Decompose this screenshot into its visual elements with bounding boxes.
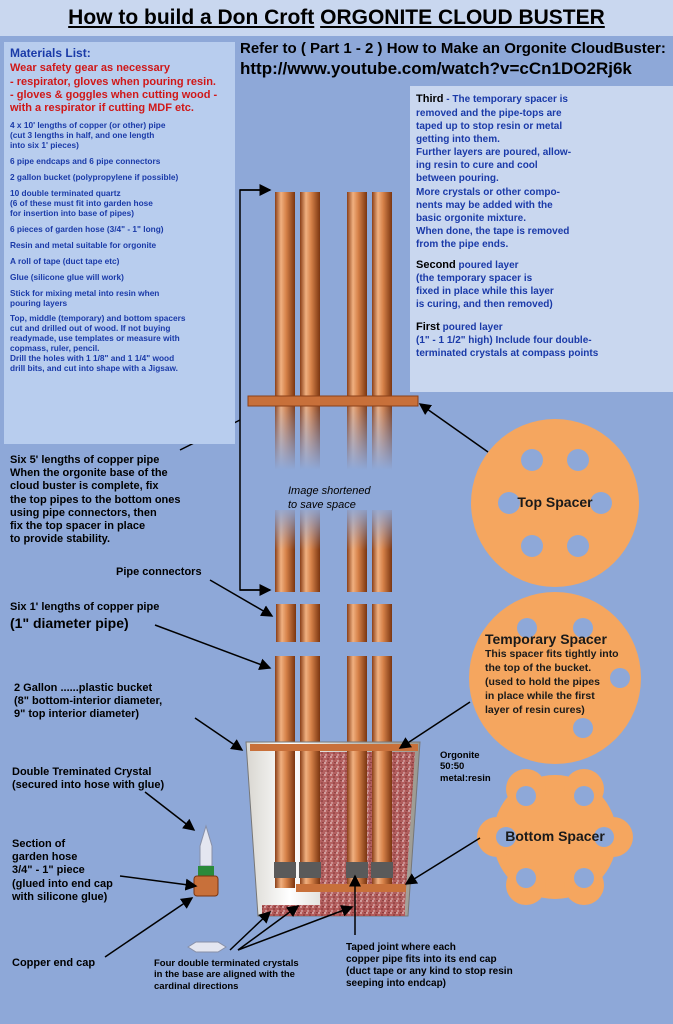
temporary-spacer-description: This spacer fits tightly into the top of the bucket. (used to hold the pipes in place while the first layer of resin cures) [485,648,619,716]
material-item: 6 pieces of garden hose (3/4" - 1" long) [10,223,164,234]
label-pipe-diameter: (1" diameter pipe) [10,615,129,631]
label-six-5ft-pipes: Six 5' lengths of copper pipe When the orgonite base of the cloud buster is complete, fix the top pipes to the bottom ones using pipe connectors, then fix the top spacer in place to provide stability. [10,454,181,546]
material-item: 4 x 10' lengths of copper (or other) pipe (cut 3 lengths in half, and one length into six 1' pieces) [10,120,166,151]
material-item: Stick for mixing metal into resin when pouring layers [10,287,160,308]
temporary-spacer-heading: Temporary Spacer [485,631,607,647]
pipe-connectors [276,604,392,642]
bottom-spacer-label: Bottom Spacer [505,828,605,844]
materials-heading: Materials List: [10,46,91,60]
second-layer [416,258,667,312]
bucket [246,742,420,916]
label-taped-joint: Taped joint where each copper pipe fits into its end cap (duct tape or any kind to stop resin seeping into endcap) [346,942,513,989]
materials-list [4,42,235,444]
top-spacer-bar [248,396,418,406]
label-pipe-connectors: Pipe connectors [116,566,202,578]
material-item: Glue (silicone glue will work) [10,271,124,282]
temporary-spacer-text [485,630,619,718]
reference-link[interactable]: http://www.youtube.com/watch?v=cCn1DO2Rj6k [240,59,632,78]
material-item: Top, middle (temporary) and bottom spacers cut and drilled out of wood. If not buying readymade, use templates or measure with copmass, ruler, pencil. Drill the holes with 1 1/8" and 1 1/4" wood drill bits, and cut into shape with a Jigsaw. [10,313,186,374]
first-text: poured layer (1" - 1 1/2" high) Include four double- terminated crystals at compass points [416,321,599,360]
second-text: poured layer (the temporary spacer is fixed in place while this layer is curing, and then removed) [416,259,554,311]
crystal-assembly [194,826,218,896]
label-four-crystals: Four double terminated crystals in the base are aligned with the cardinal directions [154,958,299,992]
label-image-shortened: Image shortened to save space [288,485,371,512]
short-pipes [275,656,392,746]
material-item: Resin and metal suitable for orgonite [10,239,157,250]
lower-long-pipes [270,505,400,592]
label-garden-hose: Section of garden hose 3/4" - 1" piece (glued into end cap with silicone glue) [12,838,113,903]
label-endcap: Copper end cap [12,957,96,969]
first-head: First [416,320,440,333]
bracket-arrow [240,190,270,590]
layers-panel [410,86,673,392]
safety-warning: Wear safety gear as necessary - respirator, gloves when pouring resin. - gloves & goggles when cutting wood - with a respirator if cutting MDF etc. [10,62,218,114]
title-prefix: How to build a Don Croft [68,6,315,29]
label-six-1ft-pipes: Six 1' lengths of copper pipe [10,601,160,613]
material-item: 10 double terminated quartz (6 of these must fit into garden hose for insertion into base of pipes) [10,187,153,218]
second-head: Second [416,258,456,271]
upper-pipes [270,192,400,470]
third-head: Third [416,93,444,105]
page-title [0,0,673,36]
base-crystal [188,942,226,952]
reference-line1: Refer to ( Part 1 - 2 ) How to Make an Orgonite CloudBuster: [240,40,666,57]
reference [240,40,666,79]
first-layer [416,320,667,361]
label-bucket: 2 Gallon ......plastic bucket (8" bottom-interior diameter, 9" top interior diameter) [14,682,163,721]
material-item: A roll of tape (duct tape etc) [10,255,120,266]
material-item: 6 pipe endcaps and 6 pipe connectors [10,156,161,166]
third-layer [416,92,667,252]
label-crystal: Double Treminated Crystal (secured into hose with glue) [12,766,165,792]
title-main: ORGONITE CLOUD BUSTER [320,6,605,29]
third-text: - The temporary spacer is removed and the pipe-tops are taped up to stop resin or metal getting into them. Further layers are poured, allow- ing resin to cure and cool between pouring. More crystals or other compo- nents may be added with the basic orgonite mixture. When done, the tape is removed from the pipe ends. [416,94,572,251]
material-item: 2 gallon bucket (polypropylene if possible) [10,171,179,182]
label-orgonite: Orgonite 50:50 metal:resin [440,750,491,784]
top-spacer-label: Top Spacer [517,494,593,510]
